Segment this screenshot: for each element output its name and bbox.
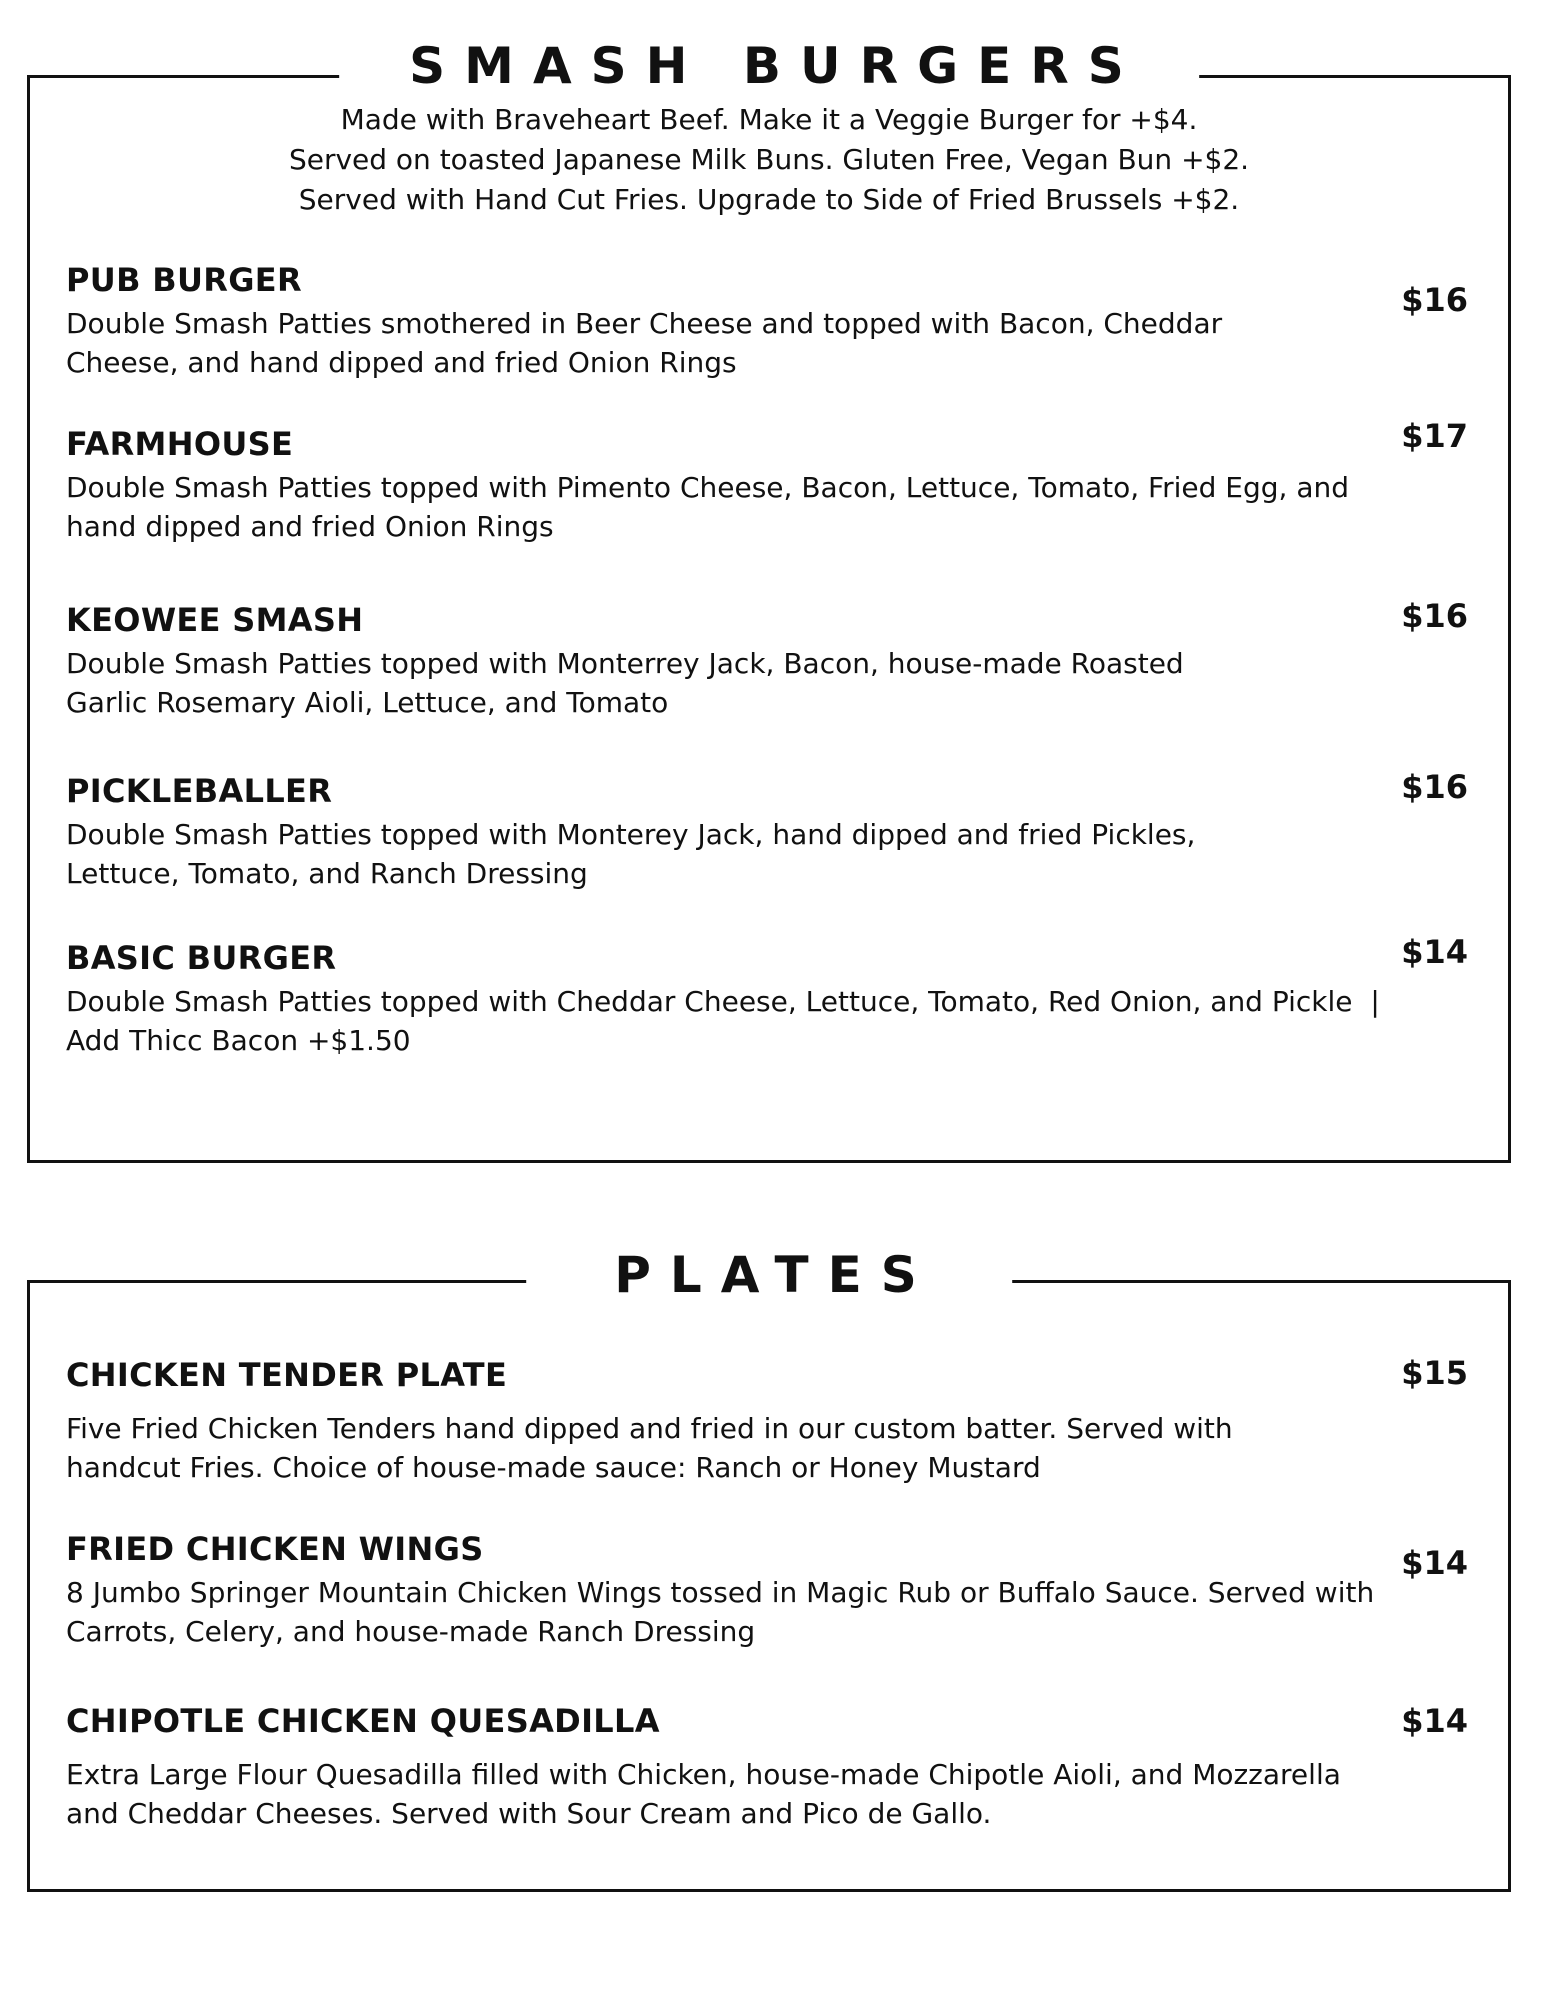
item-price: $14 [1401,933,1468,971]
menu-item-pub-burger [66,260,1472,382]
menu-item-chipotle-chicken-quesadilla [66,1701,1472,1833]
item-name: KEOWEE SMASH [66,601,364,639]
item-description: Double Smash Patties smothered in Beer Cheese and topped with Bacon, Cheddar Cheese, and hand dipped and fried Onion Rings [66,307,1223,379]
item-name: FRIED CHICKEN WINGS [66,1530,484,1568]
smash-burgers-title: SMASH BURGERS [339,16,1199,116]
item-price: $17 [1401,417,1468,455]
item-price: $14 [1401,1544,1468,1582]
item-name: PUB BURGER [66,261,302,299]
item-description: Double Smash Patties topped with Monterrey Jack, Bacon, house-made Roasted Garlic Rosemary Aioli, Lettuce, and Tomato [66,647,1184,719]
item-price: $15 [1401,1354,1468,1392]
menu-item-keowee-smash [66,597,1472,722]
menu-item-basic-burger [66,933,1472,1060]
smash-burgers-intro [30,100,1508,220]
item-description: Five Fried Chicken Tenders hand dipped and fried in our custom batter. Served with handcut Fries. Choice of house-made sauce: Ranch or Honey Mustard [66,1412,1233,1484]
menu-item-pickleballer [66,768,1472,893]
menu-item-chicken-tender-plate [66,1355,1472,1487]
intro-line: Made with Braveheart Beef. Make it a Veggie Burger for +$4. [340,103,1198,136]
item-description: 8 Jumbo Springer Mountain Chicken Wings tossed in Magic Rub or Buffalo Sauce. Served with Carrots, Celery, and house-made Ranch Dressing [66,1576,1375,1648]
item-description: Double Smash Patties topped with Pimento Cheese, Bacon, Lettuce, Tomato, Fried Egg, and hand dipped and fried Onion Rings [66,471,1350,543]
item-price: $16 [1401,768,1468,806]
plates-title: PLATES [526,1225,1012,1325]
smash-burgers-section [27,37,1511,1163]
item-name: FARMHOUSE [66,425,294,463]
item-description: Double Smash Patties topped with Cheddar Cheese, Lettuce, Tomato, Red Onion, and Pickle | Add Thicc Bacon +$1.50 [66,985,1398,1057]
menu-item-fried-chicken-wings [66,1529,1472,1651]
intro-line: Served on toasted Japanese Milk Buns. Gluten Free, Vegan Bun +$2. [288,143,1250,176]
item-name: CHICKEN TENDER PLATE [66,1356,508,1394]
item-description: Extra Large Flour Quesadilla filled with Chicken, house-made Chipotle Aioli, and Mozzarella and Cheddar Cheeses. Served with Sour Cream and Pico de Gallo. [66,1758,1341,1830]
item-price: $16 [1401,597,1468,635]
item-name: PICKLEBALLER [66,772,333,810]
plates-section [27,1246,1511,1892]
menu-item-farmhouse [66,417,1472,546]
item-name: CHIPOTLE CHICKEN QUESADILLA [66,1702,660,1740]
item-price: $16 [1401,281,1468,319]
item-name: BASIC BURGER [66,939,337,977]
item-price: $14 [1401,1702,1468,1740]
intro-line: Served with Hand Cut Fries. Upgrade to Side of Fried Brussels +$2. [298,183,1240,216]
item-description: Double Smash Patties topped with Monterey Jack, hand dipped and fried Pickles, Lettuce, Tomato, and Ranch Dressing [66,818,1196,890]
